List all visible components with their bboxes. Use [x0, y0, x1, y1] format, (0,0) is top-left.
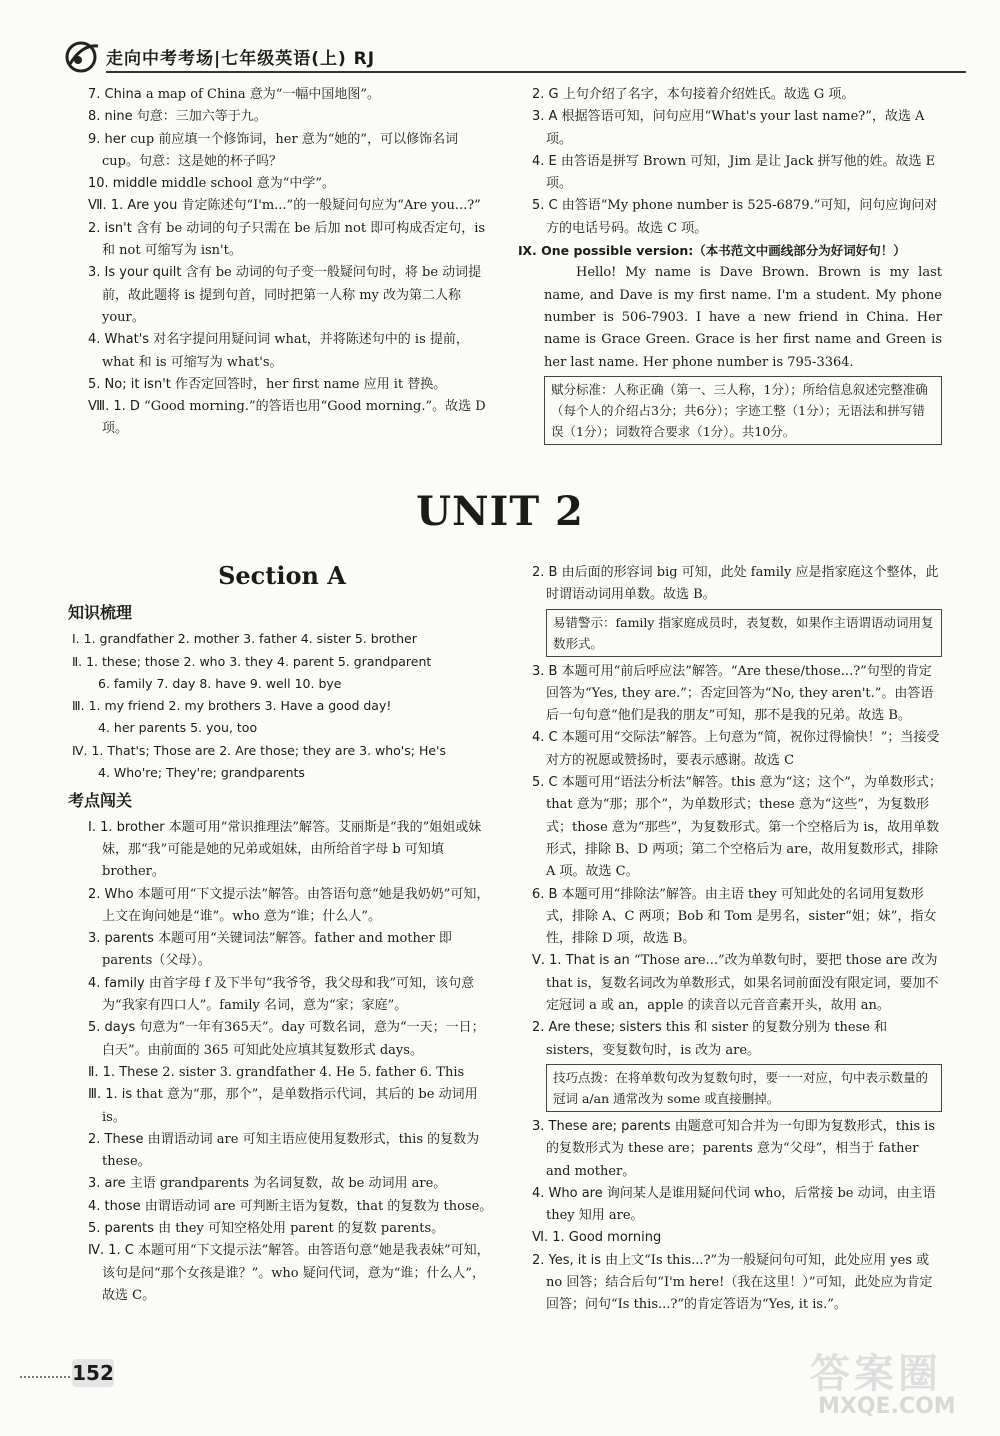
score-criteria-box: 赋分标准：人称正确（第一、三人称，1分）；所给信息叙述完整准确（每个人的介绍占3分；共6分）；字迹工整（1分）；无语法和拼写错误（1分）；词数符合要求（1分）。共10分。 — [544, 376, 942, 445]
answer-item — [68, 1084, 496, 1129]
header-rule — [106, 71, 966, 73]
knowledge-row: Ⅰ. 1. grandfather 2. mother 3. father 4. sister 5. brother — [72, 631, 417, 647]
answer-item — [512, 106, 942, 151]
left-bottom-answers — [68, 596, 496, 1307]
answer-explanation: 本题可用“排除法”解答。由主语 they 可知此处的名词用复数形式，排除 A、C 两项；Bob 和 Tom 是男名，sister“姐；妹”，指女性，排除 D 项，故选 B。 — [546, 886, 937, 947]
answer-explanation: 含有 be 动词的句子只需在 be 后加 not 即可构成否定句，is 和 not 可缩写为 isn't。 — [102, 220, 486, 259]
answer-key: 2. Are these; sisters — [532, 1020, 662, 1036]
answer-explanation: 肯定陈述句“I'm...”的一般疑问句应为“Are you...?” — [181, 198, 481, 214]
answer-key: Ⅱ. 1. These — [88, 1064, 159, 1080]
answer-explanation: cup 前应填一个修饰词，her 意为“她的”，可以修饰名词 cup。句意：这是她的杯子吗？ — [102, 131, 459, 169]
answer-key: 4. C — [532, 730, 558, 746]
answer-item — [512, 562, 942, 607]
answer-item — [512, 1250, 942, 1317]
answer-item — [68, 1129, 496, 1174]
answer-explanation: 本题可用“常识推理法”解答。艾丽斯是“我的”姐姐或妹妹，那“我”可能是她的兄弟或姐妹，由所给首字母 b 可知填 brother。 — [102, 819, 482, 880]
answer-key: Ⅴ. 1. That is an — [532, 953, 630, 969]
watermark — [790, 1342, 980, 1426]
answer-item — [68, 129, 496, 174]
page-header — [64, 40, 944, 74]
answer-item — [512, 1227, 942, 1249]
answer-item — [512, 1183, 942, 1228]
answer-key: Ⅲ. 1. is — [88, 1087, 133, 1103]
answer-explanation: 本题可用“下文提示法”解答。由答语句意“她是我奶奶”可知，上文在询问她是“谁”。who 意为“谁；什么人”。 — [102, 886, 490, 924]
answer-item — [512, 195, 942, 240]
kaodian-heading: 考点闯关 — [68, 791, 133, 811]
right-top-answers — [512, 84, 942, 449]
answer-key: 9. her — [88, 131, 127, 147]
answer-item — [68, 817, 496, 884]
answer-key: 5. C — [532, 775, 558, 791]
answer-explanation: 本题可用“交际法”解答。上句意为“简，祝你过得愉快！”；当接受对方的祝愿或赞扬时，要表示感谢。故选 C — [546, 730, 940, 768]
answer-key: 3. A — [532, 109, 558, 125]
answer-key: 3. Is your quilt — [88, 265, 182, 281]
answer-item — [512, 772, 942, 883]
zhishi-heading: 知识梳理 — [68, 603, 133, 622]
knowledge-row: 6. family 7. day 8. have 9. well 10. bye — [98, 675, 342, 691]
left-top-answers — [68, 84, 496, 441]
answer-explanation: 由首字母 f 及下半句“我爷爷，我父母和我”可知，该句意为“我家有四口人”。family 名词，意为“家；家庭”。 — [102, 975, 475, 1014]
answer-explanation: 由谓语动词 are 可判断主语为复数，that 的复数为 those。 — [144, 1198, 493, 1214]
answer-item — [68, 1240, 496, 1307]
brand-title: 走向中考考场|七年级英语(上) RJ — [106, 49, 376, 69]
answer-item — [68, 396, 496, 441]
knowledge-row: 4. Who're; They're; grandparents — [98, 765, 305, 781]
knowledge-row: 4. her parents 5. you, too — [98, 720, 258, 736]
answer-item — [68, 374, 496, 396]
answer-explanation: 由谓语动词 are 可知主语应使用复数形式，this 的复数为 these。 — [102, 1131, 480, 1170]
answer-key: 8. nine — [88, 109, 133, 125]
answer-explanation: 本题可用“关键词法”解答。father and mother 即 parents（父母）。 — [102, 931, 452, 969]
answer-key: 7. China — [88, 87, 142, 102]
answer-key: 5. No; it isn't — [88, 376, 171, 392]
answer-item — [512, 727, 942, 772]
answer-explanation: 由题意可知合并为一句即为复数形式，this is 的复数形式为 these are；parents 意为“父母”，相当于 father and mother。 — [546, 1118, 936, 1179]
answer-explanation: 根据答语可知，问句应用“What's your last name?”，故选 A 项。 — [546, 109, 925, 147]
answer-key: 2. isn't — [88, 220, 132, 236]
answer-key: 2. Yes, it is — [532, 1252, 602, 1268]
answer-item — [68, 329, 496, 374]
answer-explanation: 本题可用“语法分析法”解答。this 意为“这；这个”，为单数形式；that 意为“那；那个”，为单数形式；these 意为“这些”，为复数形式；those 意为“那些”，为复数形式。第一个空格后为 is，故用单数形式，排除 B、D 两项；第二个空格后为 are，故用复数形式，排除 A 项。故选 C。 — [546, 775, 942, 880]
answer-explanation: 作否定回答时，her first name 应用 it 替换。 — [175, 376, 447, 392]
answer-item — [68, 1017, 496, 1062]
answer-key: Ⅳ. 1. C — [88, 1243, 134, 1259]
unit-title: UNIT 2 — [416, 488, 584, 535]
answer-item — [68, 1173, 496, 1195]
answer-key: 3. These are; parents — [532, 1118, 671, 1134]
answer-explanation: 2. sister 3. grandfather 4. He 5. father 6. This — [162, 1064, 465, 1080]
answer-item — [512, 884, 942, 951]
answer-key: 2. B — [532, 565, 558, 580]
answer-item — [512, 84, 942, 106]
answer-item — [68, 218, 496, 263]
answer-key: 2. These — [88, 1131, 144, 1147]
ix-essay: Hello! My name is Dave Brown. Brown is my last name, and Dave is my first name. I'm a student. My phone number is 506-7903. I have a new friend in China. Her name is Grace Green. Grace is her first name and Green is her last name. Her phone number is 795-3364. — [544, 265, 942, 370]
knowledge-row: Ⅳ. 1. That's; Those are 2. Are those; they are 3. who's; He's — [72, 742, 446, 758]
answer-key: Ⅵ. 1. Good morning — [532, 1230, 662, 1246]
answer-explanation: 本题可用“下文提示法”解答。由答语句意“她是我表妹”可知，该句是问“那个女孩是谁？”。who 疑问代词，意为“谁；什么人”，故选 C。 — [102, 1243, 490, 1303]
knowledge-row: Ⅲ. 1. my friend 2. my brothers 3. Have a good day! — [72, 698, 392, 714]
answer-key: 4. Who are — [532, 1185, 603, 1201]
answer-item — [68, 1218, 496, 1240]
answer-item — [68, 262, 496, 329]
answer-explanation: 对名字提问用疑问词 what，并将陈述句中的 is 提前，what 和 is 可缩写为 what's。 — [102, 332, 469, 370]
answer-item — [68, 1062, 496, 1084]
answer-key: 5. days — [88, 1020, 136, 1036]
answer-item — [68, 84, 496, 106]
answer-item — [512, 1017, 942, 1062]
answer-key: Ⅷ. 1. D — [88, 399, 140, 415]
answer-explanation: this 和 sister 的复数分别为 these 和 sisters，变复数句时，is 改为 are。 — [546, 1020, 888, 1058]
tip-box: 技巧点拨：在将单数句改为复数句时，要一一对应，句中表示数量的冠词 a/an 通常改为 some 或直接删掉。 — [546, 1064, 942, 1112]
answer-explanation: 由后面的形容词 big 可知，此处 family 应是指家庭这个整体，此时谓语动词用单数。故选 B。 — [546, 565, 939, 603]
answer-key: 2. Who — [88, 886, 134, 902]
answer-explanation: 由 they 可知空格处用 parent 的复数 parents。 — [158, 1221, 445, 1237]
page-number: 152 — [72, 1361, 114, 1385]
answer-item — [512, 661, 942, 728]
answer-item — [512, 151, 942, 196]
answer-key: 10. middle — [88, 176, 158, 192]
answer-item — [68, 1196, 496, 1218]
answer-key: 5. parents — [88, 1221, 154, 1237]
answer-item — [512, 1116, 942, 1183]
answer-explanation: “Good morning.”的答语也用“Good morning.”。故选 D 项。 — [102, 399, 486, 437]
knowledge-row: Ⅱ. 1. these; those 2. who 3. they 4. parent 5. grandparent — [72, 653, 432, 669]
answer-key: 2. G — [532, 87, 559, 102]
answer-key: 4. What's — [88, 332, 150, 348]
answer-item — [68, 884, 496, 929]
answer-explanation: 由上文“Is this...?”为一般疑问句可知，此处应用 yes 或 no 回答；结合后句“I'm here!（我在这里！）”可知，此处应为肯定回答；问句“Is this...?”的肯定答语为“Yes, it is.”。 — [546, 1252, 933, 1313]
answer-explanation: 主语 grandparents 为名词复数，故 be 动词用 are。 — [129, 1176, 447, 1192]
answer-explanation: a map of China 意为“一幅中国地图”。 — [145, 87, 381, 102]
answer-explanation: 句意：三加六等于九。 — [136, 109, 267, 125]
answer-key: 3. B — [532, 663, 558, 679]
answer-explanation: 上句介绍了名字，本句接着介绍姓氏。故选 G 项。 — [562, 87, 855, 102]
answer-key: Ⅰ. 1. brother — [88, 819, 165, 835]
answer-explanation: 由答语“My phone number is 525-6879.”可知，问句应询问对方的电话号码。故选 C 项。 — [546, 198, 938, 236]
answer-key: Ⅶ. 1. Are you — [88, 198, 178, 214]
answer-key: 4. those — [88, 1198, 141, 1214]
answer-explanation: 由答语是拼写 Brown 可知，Jim 是让 Jack 拼写他的姓。故选 E 项。 — [546, 153, 936, 192]
answer-explanation: 含有 be 动词的句子变一般疑问句时，将 be 动词提前，故此题将 is 提到句首，同时把第一人称 my 改为第二人称 your。 — [102, 265, 482, 325]
answer-item — [512, 950, 942, 1017]
answer-item — [68, 973, 496, 1018]
answer-key: 4. family — [88, 975, 145, 991]
answer-item — [68, 195, 496, 217]
answer-explanation: 询问某人是谁用疑问代词 who，后常接 be 动词，由主语 they 知用 are。 — [546, 1185, 936, 1224]
section-title: Section A — [218, 561, 346, 590]
answer-explanation: “Those are...”改为单数句时，要把 those are 改为 that is，复数名词改为单数形式，如果名词前面没有限定词，要加不定冠词 a 或 an，apple 的读音以元音音素开头，故用 an。 — [546, 953, 939, 1014]
answer-explanation: 本题可用“前后呼应法”解答。“Are these/those...?”句型的肯定回答为“Yes, they are.”；否定回答为“No, they aren't.”。由答语后一句句意“他们是我的朋友”可知，那不是我的兄弟。故选 B。 — [546, 663, 934, 724]
watermark-bottom: MXQE.COM — [818, 1394, 956, 1419]
answer-key: 6. B — [532, 886, 558, 902]
ix-title: Ⅸ. One possible version:（本书范文中画线部分为好词好句！） — [518, 243, 906, 259]
answer-item — [68, 106, 496, 128]
answer-explanation: 句意为“一年有365天”。day 可数名词，意为“一天；一日；白天”。由前面的 365 可知此处应填其复数形式 days。 — [102, 1020, 485, 1058]
footer-rule — [20, 1376, 70, 1378]
tip-box: 易错警示：family 指家庭成员时，表复数，如果作主语谓语动词用复数形式。 — [546, 609, 942, 657]
answer-key: 3. parents — [88, 931, 154, 947]
answer-item — [68, 173, 496, 195]
answer-key: 5. C — [532, 198, 558, 214]
watermark-top: 答案圈 — [810, 1351, 942, 1397]
answer-item — [68, 928, 496, 973]
answer-explanation: that 意为“那，那个”，是单数指示代词，其后的 be 动词用 is。 — [102, 1087, 478, 1125]
brand-logo-icon — [64, 40, 102, 74]
answer-explanation: middle school 意为“中学”。 — [161, 176, 336, 192]
answer-key: 3. are — [88, 1176, 126, 1192]
answer-key: 4. E — [532, 153, 557, 169]
right-bottom-answers — [512, 562, 942, 1317]
